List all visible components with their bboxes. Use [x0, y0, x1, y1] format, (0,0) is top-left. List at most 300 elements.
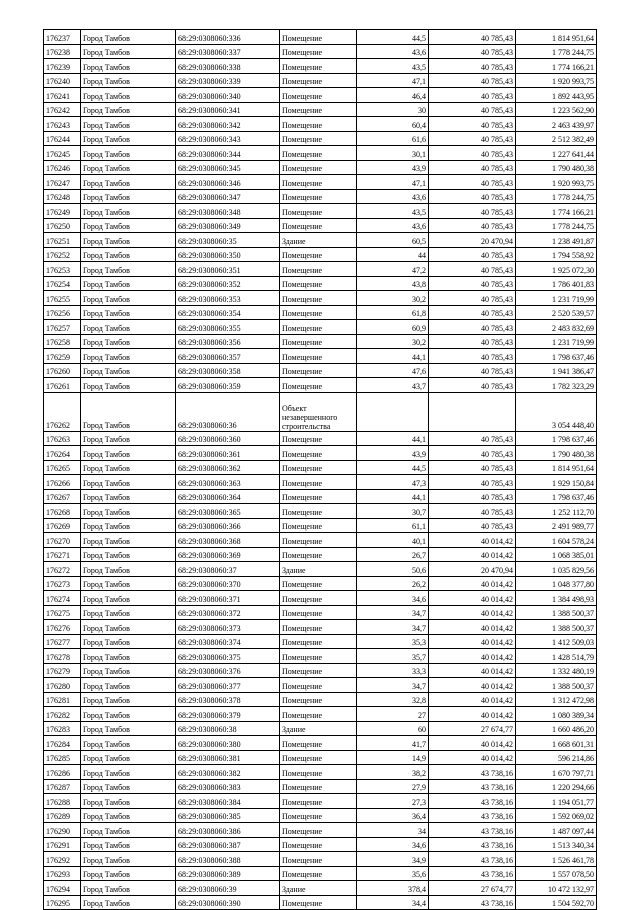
table-row: [44, 262, 597, 277]
object-type-cell: Помещение: [280, 175, 357, 190]
table-row: [44, 247, 597, 262]
cadastral-value-cell: 1 526 461,78: [516, 852, 597, 867]
specific-value-cell: 40 785,43: [429, 446, 516, 461]
row-number-cell: 176272: [44, 562, 81, 577]
table-row: [44, 489, 597, 504]
object-type-cell: Помещение: [280, 489, 357, 504]
specific-value-cell: 40 014,42: [429, 750, 516, 765]
table-row: [44, 334, 597, 349]
object-type-cell: Помещение: [280, 291, 357, 306]
district-cell: Город Тамбов: [81, 634, 176, 649]
district-cell: Город Тамбов: [81, 852, 176, 867]
area-cell: 34,9: [357, 852, 429, 867]
cadastral-value-cell: 1 790 480,38: [516, 446, 597, 461]
cadastral-number-cell: 68:29:0308060:356: [176, 334, 280, 349]
row-number-cell: 176288: [44, 794, 81, 809]
cadastral-number-cell: 68:29:0308060:370: [176, 576, 280, 591]
area-cell: 47,2: [357, 262, 429, 277]
district-cell: Город Тамбов: [81, 562, 176, 577]
row-number-cell: 176247: [44, 175, 81, 190]
cadastral-number-cell: 68:29:0308060:368: [176, 533, 280, 548]
row-number-cell: 176267: [44, 489, 81, 504]
row-number-cell: 176278: [44, 649, 81, 664]
district-cell: Город Тамбов: [81, 591, 176, 606]
table-row: [44, 518, 597, 533]
object-type-cell: Объект незавершенного строительства: [280, 392, 357, 431]
row-number-cell: 176264: [44, 446, 81, 461]
table-row: [44, 320, 597, 335]
area-cell: 38,2: [357, 765, 429, 780]
cadastral-number-cell: 68:29:0308060:375: [176, 649, 280, 664]
document-sheet: [43, 29, 597, 910]
table-row: [44, 895, 597, 910]
row-number-cell: 176265: [44, 460, 81, 475]
row-number-cell: 176261: [44, 378, 81, 393]
area-cell: 34,4: [357, 895, 429, 910]
district-cell: Город Тамбов: [81, 44, 176, 59]
district-cell: Город Тамбов: [81, 349, 176, 364]
object-type-cell: Помещение: [280, 692, 357, 707]
district-cell: Город Тамбов: [81, 88, 176, 103]
table-row: [44, 204, 597, 219]
row-number-cell: 176266: [44, 475, 81, 490]
area-cell: 30: [357, 102, 429, 117]
specific-value-cell: 40 014,42: [429, 663, 516, 678]
area-cell: 41,7: [357, 736, 429, 751]
district-cell: Город Тамбов: [81, 146, 176, 161]
row-number-cell: 176281: [44, 692, 81, 707]
object-type-cell: Помещение: [280, 794, 357, 809]
area-cell: 43,9: [357, 446, 429, 461]
cadastral-number-cell: 68:29:0308060:386: [176, 823, 280, 838]
object-type-cell: Помещение: [280, 620, 357, 635]
cadastral-number-cell: 68:29:0308060:336: [176, 30, 280, 45]
object-type-cell: Помещение: [280, 649, 357, 664]
specific-value-cell: 40 014,42: [429, 605, 516, 620]
area-cell: 44,1: [357, 349, 429, 364]
district-cell: Город Тамбов: [81, 233, 176, 248]
cadastral-number-cell: 68:29:0308060:339: [176, 73, 280, 88]
row-number-cell: 176268: [44, 504, 81, 519]
specific-value-cell: 40 785,43: [429, 30, 516, 45]
table-row: [44, 605, 597, 620]
object-type-cell: Помещение: [280, 504, 357, 519]
table-row: [44, 446, 597, 461]
object-type-cell: Помещение: [280, 518, 357, 533]
row-number-cell: 176263: [44, 431, 81, 446]
cadastral-value-cell: 1 929 150,84: [516, 475, 597, 490]
cadastral-number-cell: 68:29:0308060:36: [176, 392, 280, 431]
cadastral-value-table: [43, 29, 597, 910]
table-row: [44, 591, 597, 606]
object-type-cell: Помещение: [280, 808, 357, 823]
table-row: [44, 392, 597, 431]
cadastral-value-cell: 1 223 562,90: [516, 102, 597, 117]
area-cell: 34,6: [357, 591, 429, 606]
cadastral-number-cell: 68:29:0308060:372: [176, 605, 280, 620]
table-row: [44, 88, 597, 103]
cadastral-value-cell: 1 220 294,66: [516, 779, 597, 794]
district-cell: Город Тамбов: [81, 378, 176, 393]
object-type-cell: Здание: [280, 233, 357, 248]
cadastral-value-cell: 1 312 472,98: [516, 692, 597, 707]
row-number-cell: 176291: [44, 837, 81, 852]
district-cell: Город Тамбов: [81, 102, 176, 117]
cadastral-number-cell: 68:29:0308060:387: [176, 837, 280, 852]
area-cell: 50,6: [357, 562, 429, 577]
district-cell: Город Тамбов: [81, 866, 176, 881]
object-type-cell: Помещение: [280, 59, 357, 74]
cadastral-number-cell: 68:29:0308060:362: [176, 460, 280, 475]
row-number-cell: 176274: [44, 591, 81, 606]
object-type-cell: Помещение: [280, 779, 357, 794]
object-type-cell: Помещение: [280, 750, 357, 765]
object-type-cell: Помещение: [280, 320, 357, 335]
specific-value-cell: 40 785,43: [429, 131, 516, 146]
cadastral-number-cell: 68:29:0308060:354: [176, 305, 280, 320]
cadastral-value-cell: 1 892 443,95: [516, 88, 597, 103]
area-cell: 60,9: [357, 320, 429, 335]
district-cell: Город Тамбов: [81, 721, 176, 736]
district-cell: Город Тамбов: [81, 707, 176, 722]
row-number-cell: 176273: [44, 576, 81, 591]
cadastral-value-cell: 1 592 069,02: [516, 808, 597, 823]
cadastral-number-cell: 68:29:0308060:369: [176, 547, 280, 562]
area-cell: 44,1: [357, 489, 429, 504]
object-type-cell: Здание: [280, 881, 357, 896]
area-cell: 44,5: [357, 460, 429, 475]
object-type-cell: Помещение: [280, 218, 357, 233]
row-number-cell: 176257: [44, 320, 81, 335]
area-cell: 43,9: [357, 160, 429, 175]
cadastral-number-cell: 68:29:0308060:35: [176, 233, 280, 248]
specific-value-cell: 40 014,42: [429, 620, 516, 635]
object-type-cell: Помещение: [280, 605, 357, 620]
area-cell: 61,1: [357, 518, 429, 533]
cadastral-number-cell: 68:29:0308060:39: [176, 881, 280, 896]
table-row: [44, 160, 597, 175]
object-type-cell: Помещение: [280, 189, 357, 204]
cadastral-number-cell: 68:29:0308060:38: [176, 721, 280, 736]
cadastral-value-cell: 10 472 132,97: [516, 881, 597, 896]
district-cell: Город Тамбов: [81, 189, 176, 204]
district-cell: Город Тамбов: [81, 320, 176, 335]
specific-value-cell: 40 785,43: [429, 59, 516, 74]
cadastral-number-cell: 68:29:0308060:337: [176, 44, 280, 59]
object-type-cell: Помещение: [280, 73, 357, 88]
object-type-cell: Помещение: [280, 88, 357, 103]
specific-value-cell: 40 785,43: [429, 262, 516, 277]
cadastral-number-cell: 68:29:0308060:345: [176, 160, 280, 175]
cadastral-value-cell: 1 412 509,03: [516, 634, 597, 649]
area-cell: 60,4: [357, 117, 429, 132]
specific-value-cell: 40 785,43: [429, 73, 516, 88]
table-row: [44, 649, 597, 664]
area-cell: 44,5: [357, 30, 429, 45]
cadastral-value-cell: 1 238 491,87: [516, 233, 597, 248]
specific-value-cell: 40 014,42: [429, 692, 516, 707]
area-cell: 30,7: [357, 504, 429, 519]
row-number-cell: 176270: [44, 533, 81, 548]
row-number-cell: 176259: [44, 349, 81, 364]
object-type-cell: Помещение: [280, 533, 357, 548]
row-number-cell: 176243: [44, 117, 81, 132]
specific-value-cell: 40 014,42: [429, 591, 516, 606]
area-cell: 14,9: [357, 750, 429, 765]
cadastral-value-cell: 1 798 637,46: [516, 489, 597, 504]
table-row: [44, 779, 597, 794]
specific-value-cell: 40 014,42: [429, 678, 516, 693]
cadastral-number-cell: 68:29:0308060:373: [176, 620, 280, 635]
cadastral-number-cell: 68:29:0308060:380: [176, 736, 280, 751]
district-cell: Город Тамбов: [81, 649, 176, 664]
specific-value-cell: 43 738,16: [429, 779, 516, 794]
area-cell: 60,5: [357, 233, 429, 248]
table-row: [44, 750, 597, 765]
cadastral-number-cell: 68:29:0308060:364: [176, 489, 280, 504]
cadastral-value-cell: 1 660 486,20: [516, 721, 597, 736]
specific-value-cell: 43 738,16: [429, 823, 516, 838]
district-cell: Город Тамбов: [81, 504, 176, 519]
cadastral-number-cell: 68:29:0308060:357: [176, 349, 280, 364]
cadastral-number-cell: 68:29:0308060:347: [176, 189, 280, 204]
cadastral-value-cell: 1 778 244,75: [516, 44, 597, 59]
district-cell: Город Тамбов: [81, 823, 176, 838]
cadastral-number-cell: 68:29:0308060:361: [176, 446, 280, 461]
district-cell: Город Тамбов: [81, 692, 176, 707]
specific-value-cell: 43 738,16: [429, 866, 516, 881]
specific-value-cell: 20 470,94: [429, 562, 516, 577]
object-type-cell: Помещение: [280, 678, 357, 693]
specific-value-cell: 40 785,43: [429, 504, 516, 519]
table-row: [44, 460, 597, 475]
specific-value-cell: 40 014,42: [429, 649, 516, 664]
cadastral-number-cell: 68:29:0308060:366: [176, 518, 280, 533]
table-row: [44, 59, 597, 74]
table-row: [44, 218, 597, 233]
cadastral-value-cell: 1 231 719,99: [516, 291, 597, 306]
cadastral-number-cell: 68:29:0308060:348: [176, 204, 280, 219]
table-row: [44, 363, 597, 378]
cadastral-value-cell: 2 512 382,49: [516, 131, 597, 146]
specific-value-cell: 40 014,42: [429, 736, 516, 751]
table-row: [44, 765, 597, 780]
area-cell: 43,5: [357, 59, 429, 74]
district-cell: Город Тамбов: [81, 794, 176, 809]
district-cell: Город Тамбов: [81, 663, 176, 678]
area-cell: 30,2: [357, 291, 429, 306]
object-type-cell: Помещение: [280, 591, 357, 606]
table-row: [44, 349, 597, 364]
district-cell: Город Тамбов: [81, 363, 176, 378]
area-cell: 47,1: [357, 73, 429, 88]
table-row: [44, 576, 597, 591]
table-row: [44, 117, 597, 132]
district-cell: Город Тамбов: [81, 262, 176, 277]
specific-value-cell: 40 014,42: [429, 707, 516, 722]
area-cell: 30,1: [357, 146, 429, 161]
district-cell: Город Тамбов: [81, 533, 176, 548]
cadastral-value-cell: 1 920 993,75: [516, 73, 597, 88]
table-row: [44, 102, 597, 117]
cadastral-value-cell: 1 428 514,79: [516, 649, 597, 664]
district-cell: Город Тамбов: [81, 620, 176, 635]
cadastral-number-cell: 68:29:0308060:382: [176, 765, 280, 780]
specific-value-cell: 40 785,43: [429, 431, 516, 446]
table-row: [44, 620, 597, 635]
cadastral-number-cell: 68:29:0308060:343: [176, 131, 280, 146]
area-cell: 46,4: [357, 88, 429, 103]
area-cell: 35,7: [357, 649, 429, 664]
district-cell: Город Тамбов: [81, 392, 176, 431]
cadastral-number-cell: 68:29:0308060:381: [176, 750, 280, 765]
cadastral-value-cell: 2 463 439,97: [516, 117, 597, 132]
specific-value-cell: 40 785,43: [429, 88, 516, 103]
table-row: [44, 823, 597, 838]
object-type-cell: Помещение: [280, 247, 357, 262]
cadastral-value-cell: 1 798 637,46: [516, 349, 597, 364]
row-number-cell: 176286: [44, 765, 81, 780]
district-cell: Город Тамбов: [81, 160, 176, 175]
object-type-cell: Помещение: [280, 736, 357, 751]
district-cell: Город Тамбов: [81, 446, 176, 461]
table-row: [44, 146, 597, 161]
area-cell: 47,6: [357, 363, 429, 378]
cadastral-value-cell: 2 483 832,69: [516, 320, 597, 335]
area-cell: 26,2: [357, 576, 429, 591]
cadastral-value-cell: 1 920 993,75: [516, 175, 597, 190]
table-row: [44, 881, 597, 896]
object-type-cell: Помещение: [280, 378, 357, 393]
specific-value-cell: 40 014,42: [429, 634, 516, 649]
district-cell: Город Тамбов: [81, 30, 176, 45]
area-cell: 44: [357, 247, 429, 262]
cadastral-value-cell: 1 504 592,70: [516, 895, 597, 910]
cadastral-value-cell: 1 814 951,64: [516, 460, 597, 475]
object-type-cell: Помещение: [280, 305, 357, 320]
cadastral-value-cell: 1 080 389,34: [516, 707, 597, 722]
row-number-cell: 176238: [44, 44, 81, 59]
specific-value-cell: 40 785,43: [429, 378, 516, 393]
specific-value-cell: 40 014,42: [429, 533, 516, 548]
area-cell: 32,8: [357, 692, 429, 707]
row-number-cell: 176283: [44, 721, 81, 736]
cadastral-value-cell: 1 790 480,38: [516, 160, 597, 175]
specific-value-cell: 40 785,43: [429, 117, 516, 132]
row-number-cell: 176294: [44, 881, 81, 896]
row-number-cell: 176280: [44, 678, 81, 693]
table-row: [44, 475, 597, 490]
cadastral-number-cell: 68:29:0308060:371: [176, 591, 280, 606]
object-type-cell: Помещение: [280, 102, 357, 117]
area-cell: 35,6: [357, 866, 429, 881]
row-number-cell: 176245: [44, 146, 81, 161]
object-type-cell: Помещение: [280, 895, 357, 910]
district-cell: Город Тамбов: [81, 305, 176, 320]
district-cell: Город Тамбов: [81, 576, 176, 591]
specific-value-cell: 27 674,77: [429, 881, 516, 896]
cadastral-number-cell: 68:29:0308060:355: [176, 320, 280, 335]
area-cell: 30,2: [357, 334, 429, 349]
row-number-cell: 176287: [44, 779, 81, 794]
cadastral-number-cell: 68:29:0308060:350: [176, 247, 280, 262]
cadastral-value-cell: 1 384 498,93: [516, 591, 597, 606]
area-cell: 43,6: [357, 44, 429, 59]
cadastral-value-cell: 1 925 072,30: [516, 262, 597, 277]
area-cell: 378,4: [357, 881, 429, 896]
area-cell: 43,6: [357, 189, 429, 204]
cadastral-value-cell: 1 782 323,29: [516, 378, 597, 393]
row-number-cell: 176250: [44, 218, 81, 233]
row-number-cell: 176262: [44, 392, 81, 431]
object-type-cell: Помещение: [280, 823, 357, 838]
row-number-cell: 176290: [44, 823, 81, 838]
table-row: [44, 233, 597, 248]
cadastral-value-cell: 1 388 500,37: [516, 605, 597, 620]
table-row: [44, 305, 597, 320]
cadastral-value-cell: 1 227 641,44: [516, 146, 597, 161]
cadastral-value-cell: 1 778 244,75: [516, 189, 597, 204]
object-type-cell: Помещение: [280, 765, 357, 780]
table-row: [44, 44, 597, 59]
specific-value-cell: 40 785,43: [429, 475, 516, 490]
district-cell: Город Тамбов: [81, 431, 176, 446]
district-cell: Город Тамбов: [81, 895, 176, 910]
cadastral-number-cell: 68:29:0308060:340: [176, 88, 280, 103]
area-cell: 47,1: [357, 175, 429, 190]
district-cell: Город Тамбов: [81, 276, 176, 291]
row-number-cell: 176253: [44, 262, 81, 277]
district-cell: Город Тамбов: [81, 547, 176, 562]
table-row: [44, 852, 597, 867]
specific-value-cell: 43 738,16: [429, 808, 516, 823]
row-number-cell: 176256: [44, 305, 81, 320]
specific-value-cell: 40 785,43: [429, 160, 516, 175]
specific-value-cell: [429, 392, 516, 431]
district-cell: Город Тамбов: [81, 175, 176, 190]
district-cell: Город Тамбов: [81, 837, 176, 852]
row-number-cell: 176275: [44, 605, 81, 620]
cadastral-value-cell: 1 814 951,64: [516, 30, 597, 45]
cadastral-value-cell: 1 604 578,24: [516, 533, 597, 548]
table-row: [44, 794, 597, 809]
object-type-cell: Помещение: [280, 276, 357, 291]
object-type-cell: Помещение: [280, 44, 357, 59]
table-row: [44, 131, 597, 146]
cadastral-number-cell: 68:29:0308060:37: [176, 562, 280, 577]
cadastral-value-cell: 1 668 601,31: [516, 736, 597, 751]
cadastral-number-cell: 68:29:0308060:365: [176, 504, 280, 519]
specific-value-cell: 40 785,43: [429, 518, 516, 533]
cadastral-value-cell: 2 491 989,77: [516, 518, 597, 533]
cadastral-value-cell: 1 035 829,56: [516, 562, 597, 577]
cadastral-number-cell: 68:29:0308060:390: [176, 895, 280, 910]
table-row: [44, 175, 597, 190]
district-cell: Город Тамбов: [81, 678, 176, 693]
district-cell: Город Тамбов: [81, 605, 176, 620]
specific-value-cell: 27 674,77: [429, 721, 516, 736]
cadastral-value-cell: 1 774 166,21: [516, 59, 597, 74]
cadastral-number-cell: 68:29:0308060:389: [176, 866, 280, 881]
cadastral-number-cell: 68:29:0308060:388: [176, 852, 280, 867]
table-row: [44, 378, 597, 393]
cadastral-number-cell: 68:29:0308060:346: [176, 175, 280, 190]
table-row: [44, 189, 597, 204]
cadastral-value-cell: 1 194 051,77: [516, 794, 597, 809]
specific-value-cell: 40 785,43: [429, 291, 516, 306]
object-type-cell: Помещение: [280, 334, 357, 349]
row-number-cell: 176246: [44, 160, 81, 175]
